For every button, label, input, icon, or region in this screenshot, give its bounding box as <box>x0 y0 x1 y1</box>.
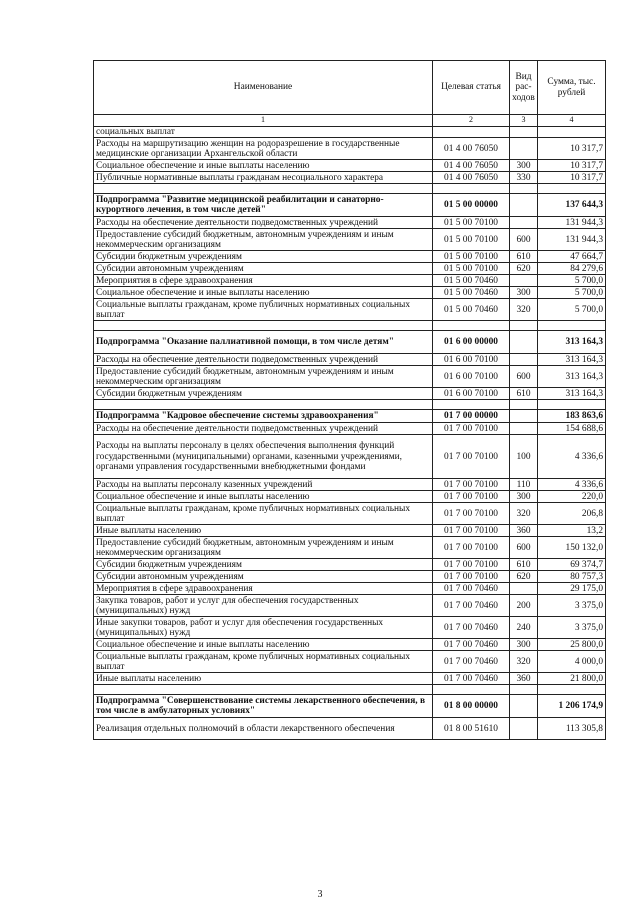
row-sum: 150 132,0 <box>538 537 606 559</box>
row-target-code: 01 5 00 00000 <box>433 194 510 217</box>
row-kind-code: 200 <box>510 595 538 617</box>
row-kind-code: 300 <box>510 639 538 651</box>
row-kind-code: 320 <box>510 503 538 525</box>
row-name: Расходы на выплаты персоналу казенных учреждений <box>94 479 433 491</box>
row-sum: 4 336,6 <box>538 435 606 479</box>
row-target-code: 01 8 00 00000 <box>433 695 510 718</box>
row-name: Расходы на маршрутизацию женщин на родоразрешение в государственные медицинские организации Архангельской области <box>94 138 433 160</box>
row-sum: 84 279,6 <box>538 263 606 275</box>
row-sum: 21 800,0 <box>538 673 606 685</box>
row-name: Социальные выплаты гражданам, кроме публичных нормативных социальных выплат <box>94 503 433 525</box>
row-target-code: 01 5 00 70460 <box>433 275 510 287</box>
spacer-cell <box>94 184 433 194</box>
row-kind-code: 600 <box>510 366 538 388</box>
row-target-code: 01 7 00 70100 <box>433 479 510 491</box>
row-name: Субсидии автономным учреждениям <box>94 571 433 583</box>
row-sum: 183 863,6 <box>538 410 606 423</box>
row-kind-code: 620 <box>510 263 538 275</box>
row-name: Предоставление субсидий бюджетным, автономным учреждениям и иным некоммерческим организациям <box>94 537 433 559</box>
spacer-cell <box>538 400 606 410</box>
row-name: Предоставление субсидий бюджетным, автономным учреждениям и иным некоммерческим организациям <box>94 366 433 388</box>
col-number-1: 1 <box>94 115 433 127</box>
row-name: Закупка товаров, работ и услуг для обеспечения государственных (муниципальных) нужд <box>94 595 433 617</box>
row-target-code: 01 7 00 70100 <box>433 571 510 583</box>
row-sum: 313 164,3 <box>538 388 606 400</box>
row-name: Подпрограмма "Оказание паллиативной помощи, в том числе детям" <box>94 331 433 354</box>
row-target-code <box>433 127 510 138</box>
table-row <box>94 366 606 388</box>
row-target-code: 01 7 00 70460 <box>433 673 510 685</box>
table-row <box>94 673 606 685</box>
spacer-cell <box>538 184 606 194</box>
row-target-code: 01 7 00 70100 <box>433 525 510 537</box>
row-sum: 113 305,8 <box>538 718 606 740</box>
row-target-code: 01 5 00 70100 <box>433 229 510 251</box>
table-row <box>94 138 606 160</box>
row-kind-code: 100 <box>510 435 538 479</box>
spacer-cell <box>433 685 510 695</box>
spacer-cell <box>433 400 510 410</box>
row-kind-code <box>510 695 538 718</box>
row-kind-code: 600 <box>510 229 538 251</box>
table-row <box>94 617 606 639</box>
row-kind-code <box>510 138 538 160</box>
row-name: Публичные нормативные выплаты гражданам несоциального характера <box>94 172 433 184</box>
table-row <box>94 559 606 571</box>
row-name: Расходы на обеспечение деятельности подведомственных учреждений <box>94 354 433 366</box>
row-name: Иные закупки товаров, работ и услуг для обеспечения государственных (муниципальных) нужд <box>94 617 433 639</box>
row-sum: 3 375,0 <box>538 617 606 639</box>
table-row <box>94 354 606 366</box>
row-kind-code: 110 <box>510 479 538 491</box>
row-target-code: 01 5 00 70460 <box>433 287 510 299</box>
table-row <box>94 217 606 229</box>
row-sum: 10 317,7 <box>538 160 606 172</box>
row-kind-code: 360 <box>510 673 538 685</box>
table-row <box>94 595 606 617</box>
row-kind-code: 610 <box>510 251 538 263</box>
row-kind-code: 610 <box>510 559 538 571</box>
table-row <box>94 299 606 321</box>
row-target-code: 01 7 00 70100 <box>433 537 510 559</box>
spacer-row <box>94 685 606 695</box>
row-kind-code <box>510 331 538 354</box>
row-sum: 5 700,0 <box>538 275 606 287</box>
table-row <box>94 525 606 537</box>
col-header-kind: Вид рас-ходов <box>510 61 538 115</box>
row-target-code: 01 7 00 70460 <box>433 583 510 595</box>
row-target-code: 01 7 00 70100 <box>433 503 510 525</box>
row-target-code: 01 5 00 70100 <box>433 263 510 275</box>
row-name: Социальное обеспечение и иные выплаты населению <box>94 287 433 299</box>
table-row <box>94 639 606 651</box>
col-header-name: Наименование <box>94 61 433 115</box>
row-sum: 25 800,0 <box>538 639 606 651</box>
row-sum: 131 944,3 <box>538 229 606 251</box>
row-kind-code <box>510 275 538 287</box>
row-name: Субсидии бюджетным учреждениям <box>94 559 433 571</box>
row-kind-code: 300 <box>510 287 538 299</box>
table-row <box>94 537 606 559</box>
row-sum: 4 336,6 <box>538 479 606 491</box>
row-name: Субсидии автономным учреждениям <box>94 263 433 275</box>
row-name: Мероприятия в сфере здравоохранения <box>94 275 433 287</box>
row-target-code: 01 4 00 76050 <box>433 160 510 172</box>
row-sum: 47 664,7 <box>538 251 606 263</box>
row-sum: 10 317,7 <box>538 172 606 184</box>
row-target-code: 01 7 00 70460 <box>433 639 510 651</box>
spacer-cell <box>510 400 538 410</box>
table-row <box>94 287 606 299</box>
row-target-code: 01 4 00 76050 <box>433 138 510 160</box>
row-name: Социальное обеспечение и иные выплаты населению <box>94 160 433 172</box>
row-name: Подпрограмма "Кадровое обеспечение системы здравоохранения" <box>94 410 433 423</box>
row-target-code: 01 6 00 00000 <box>433 331 510 354</box>
row-name: Иные выплаты населению <box>94 525 433 537</box>
budget-table <box>93 60 606 740</box>
row-kind-code <box>510 127 538 138</box>
row-sum: 3 375,0 <box>538 595 606 617</box>
table-row <box>94 388 606 400</box>
row-kind-code <box>510 217 538 229</box>
row-target-code: 01 7 00 70460 <box>433 617 510 639</box>
table-row <box>94 251 606 263</box>
row-sum: 206,8 <box>538 503 606 525</box>
row-sum: 5 700,0 <box>538 299 606 321</box>
row-kind-code <box>510 354 538 366</box>
row-target-code: 01 7 00 70100 <box>433 491 510 503</box>
subprogram-row <box>94 410 606 423</box>
row-name: Социальные выплаты гражданам, кроме публичных нормативных социальных выплат <box>94 299 433 321</box>
subprogram-row <box>94 695 606 718</box>
row-name: Предоставление субсидий бюджетным, автономным учреждениям и иным некоммерческим организациям <box>94 229 433 251</box>
table-row <box>94 718 606 740</box>
row-target-code: 01 7 00 70100 <box>433 423 510 435</box>
row-sum: 4 000,0 <box>538 651 606 673</box>
spacer-row <box>94 400 606 410</box>
row-sum: 5 700,0 <box>538 287 606 299</box>
col-header-target: Целевая статья <box>433 61 510 115</box>
row-kind-code: 360 <box>510 525 538 537</box>
row-name: Мероприятия в сфере здравоохранения <box>94 583 433 595</box>
row-target-code: 01 7 00 70100 <box>433 435 510 479</box>
row-target-code: 01 7 00 70460 <box>433 595 510 617</box>
spacer-cell <box>510 685 538 695</box>
page-number: 3 <box>317 889 323 900</box>
row-name: Субсидии бюджетным учреждениям <box>94 251 433 263</box>
row-name: социальных выплат <box>94 127 433 138</box>
spacer-cell <box>433 184 510 194</box>
spacer-row <box>94 184 606 194</box>
table-row <box>94 275 606 287</box>
row-kind-code: 300 <box>510 491 538 503</box>
row-name: Субсидии бюджетным учреждениям <box>94 388 433 400</box>
row-target-code: 01 7 00 00000 <box>433 410 510 423</box>
subprogram-row <box>94 194 606 217</box>
row-kind-code: 610 <box>510 388 538 400</box>
table-row <box>94 491 606 503</box>
row-target-code: 01 7 00 70460 <box>433 651 510 673</box>
spacer-cell <box>433 321 510 331</box>
row-kind-code: 240 <box>510 617 538 639</box>
row-sum: 220,0 <box>538 491 606 503</box>
table-row <box>94 229 606 251</box>
row-sum: 29 175,0 <box>538 583 606 595</box>
row-sum: 80 757,3 <box>538 571 606 583</box>
subprogram-row <box>94 331 606 354</box>
row-target-code: 01 6 00 70100 <box>433 388 510 400</box>
row-target-code: 01 4 00 76050 <box>433 172 510 184</box>
table-body <box>94 127 606 740</box>
row-sum <box>538 127 606 138</box>
row-kind-code: 300 <box>510 160 538 172</box>
table-row <box>94 503 606 525</box>
row-name: Подпрограмма "Развитие медицинской реабилитации и санаторно-курортного лечения, в том числе детей" <box>94 194 433 217</box>
row-kind-code: 600 <box>510 537 538 559</box>
row-target-code: 01 5 00 70100 <box>433 251 510 263</box>
row-name: Расходы на обеспечение деятельности подведомственных учреждений <box>94 423 433 435</box>
row-sum: 313 164,3 <box>538 366 606 388</box>
row-sum: 13,2 <box>538 525 606 537</box>
table-row <box>94 479 606 491</box>
row-name: Расходы на обеспечение деятельности подведомственных учреждений <box>94 217 433 229</box>
col-number-4: 4 <box>538 115 606 127</box>
row-target-code: 01 8 00 51610 <box>433 718 510 740</box>
table-row <box>94 127 606 138</box>
row-kind-code: 330 <box>510 172 538 184</box>
table-row <box>94 172 606 184</box>
row-kind-code: 320 <box>510 651 538 673</box>
table-row <box>94 651 606 673</box>
row-name: Расходы на выплаты персоналу в целях обеспечения выполнения функций государственными (муниципальными) органами, казенными учреждениями, органами управления государственными внебюджетными фондами <box>94 435 433 479</box>
row-kind-code <box>510 583 538 595</box>
row-kind-code <box>510 410 538 423</box>
row-name: Иные выплаты населению <box>94 673 433 685</box>
row-sum: 10 317,7 <box>538 138 606 160</box>
row-sum: 313 164,3 <box>538 354 606 366</box>
spacer-cell <box>94 685 433 695</box>
spacer-cell <box>94 321 433 331</box>
row-sum: 154 688,6 <box>538 423 606 435</box>
table-row <box>94 571 606 583</box>
table-row <box>94 583 606 595</box>
table-row <box>94 435 606 479</box>
row-target-code: 01 6 00 70100 <box>433 354 510 366</box>
table-row <box>94 263 606 275</box>
row-sum: 69 374,7 <box>538 559 606 571</box>
row-target-code: 01 6 00 70100 <box>433 366 510 388</box>
row-kind-code <box>510 194 538 217</box>
col-number-2: 2 <box>433 115 510 127</box>
row-sum: 1 206 174,9 <box>538 695 606 718</box>
spacer-row <box>94 321 606 331</box>
row-name: Социальное обеспечение и иные выплаты населению <box>94 491 433 503</box>
row-kind-code <box>510 718 538 740</box>
row-sum: 313 164,3 <box>538 331 606 354</box>
spacer-cell <box>538 321 606 331</box>
row-name: Социальные выплаты гражданам, кроме публичных нормативных социальных выплат <box>94 651 433 673</box>
row-name: Реализация отдельных полномочий в области лекарственного обеспечения <box>94 718 433 740</box>
row-kind-code: 620 <box>510 571 538 583</box>
table-row <box>94 423 606 435</box>
row-target-code: 01 5 00 70100 <box>433 217 510 229</box>
row-name: Социальное обеспечение и иные выплаты населению <box>94 639 433 651</box>
col-number-3: 3 <box>510 115 538 127</box>
table-row <box>94 160 606 172</box>
row-kind-code <box>510 423 538 435</box>
row-sum: 131 944,3 <box>538 217 606 229</box>
row-name: Подпрограмма "Совершенствование системы лекарственного обеспечения, в том числе в амбулаторных условиях" <box>94 695 433 718</box>
row-kind-code: 320 <box>510 299 538 321</box>
spacer-cell <box>510 321 538 331</box>
row-target-code: 01 5 00 70460 <box>433 299 510 321</box>
spacer-cell <box>94 400 433 410</box>
spacer-cell <box>538 685 606 695</box>
spacer-cell <box>510 184 538 194</box>
row-target-code: 01 7 00 70100 <box>433 559 510 571</box>
row-sum: 137 644,3 <box>538 194 606 217</box>
col-header-sum: Сумма, тыс. рублей <box>538 61 606 115</box>
